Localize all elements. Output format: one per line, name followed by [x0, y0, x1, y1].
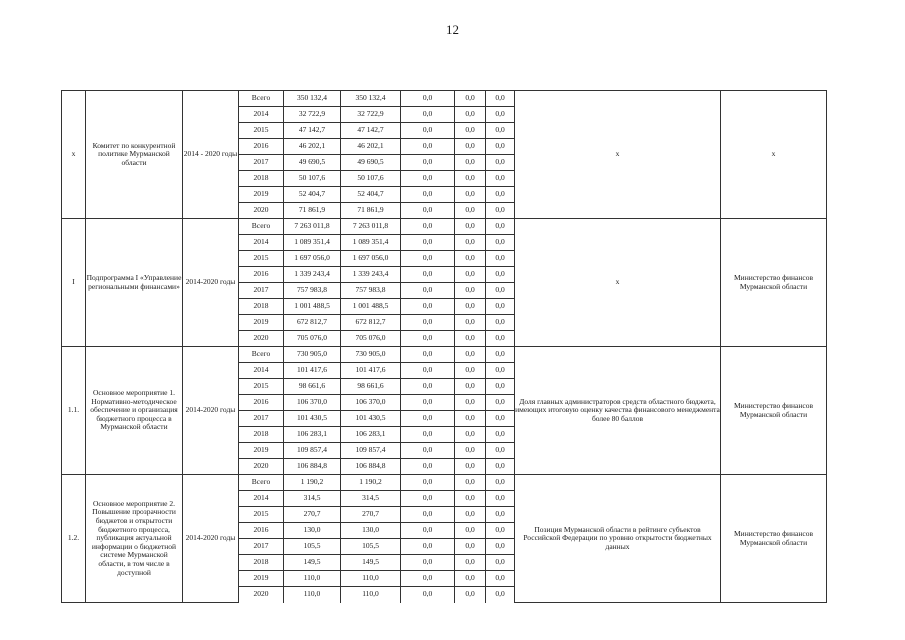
- total-value: 757 983,8: [284, 283, 341, 299]
- federal-budget-value: 0,0: [401, 571, 455, 587]
- row-number: I: [62, 219, 86, 347]
- regional-budget-value: 109 857,4: [341, 443, 401, 459]
- other-value: 0,0: [486, 219, 515, 235]
- year-cell: 2014: [239, 107, 284, 123]
- table-row: [62, 91, 827, 107]
- federal-budget-value: 0,0: [401, 459, 455, 475]
- total-value: 705 076,0: [284, 331, 341, 347]
- local-budget-value: 0,0: [455, 331, 486, 347]
- target-indicator: x: [515, 219, 721, 347]
- page-number: 12: [446, 22, 459, 37]
- local-budget-value: 0,0: [455, 139, 486, 155]
- target-indicator: Доля главных администраторов средств областного бюджета, имеющих итоговую оценку качества финансового менеджмента более 80 баллов: [515, 347, 721, 475]
- regional-budget-value: 106 370,0: [341, 395, 401, 411]
- year-cell: 2019: [239, 571, 284, 587]
- other-value: 0,0: [486, 491, 515, 507]
- total-value: 49 690,5: [284, 155, 341, 171]
- federal-budget-value: 0,0: [401, 155, 455, 171]
- federal-budget-value: 0,0: [401, 251, 455, 267]
- total-value: 52 404,7: [284, 187, 341, 203]
- regional-budget-value: 1 089 351,4: [341, 235, 401, 251]
- local-budget-value: 0,0: [455, 507, 486, 523]
- regional-budget-value: 672 812,7: [341, 315, 401, 331]
- local-budget-value: 0,0: [455, 427, 486, 443]
- regional-budget-value: 350 132,4: [341, 91, 401, 107]
- year-cell: 2017: [239, 411, 284, 427]
- other-value: 0,0: [486, 155, 515, 171]
- total-value: 106 884,8: [284, 459, 341, 475]
- federal-budget-value: 0,0: [401, 363, 455, 379]
- federal-budget-value: 0,0: [401, 443, 455, 459]
- regional-budget-value: 98 661,6: [341, 379, 401, 395]
- federal-budget-value: 0,0: [401, 427, 455, 443]
- federal-budget-value: 0,0: [401, 91, 455, 107]
- regional-budget-value: 52 404,7: [341, 187, 401, 203]
- regional-budget-value: 149,5: [341, 555, 401, 571]
- year-cell: 2014: [239, 363, 284, 379]
- program-name: Подпрограмма I «Управление региональными финансами»: [86, 219, 183, 347]
- federal-budget-value: 0,0: [401, 475, 455, 491]
- other-value: 0,0: [486, 555, 515, 571]
- regional-budget-value: 1 001 488,5: [341, 299, 401, 315]
- total-value: 46 202,1: [284, 139, 341, 155]
- year-cell: 2016: [239, 523, 284, 539]
- total-value: 672 812,7: [284, 315, 341, 331]
- total-value: 109 857,4: [284, 443, 341, 459]
- regional-budget-value: 101 430,5: [341, 411, 401, 427]
- year-cell: 2015: [239, 251, 284, 267]
- regional-budget-value: 50 107,6: [341, 171, 401, 187]
- implementation-period: 2014-2020 годы: [183, 347, 239, 475]
- program-name: Основное мероприятие 1. Нормативно-методическое обеспечение и организация бюджетного процесса в Мурманской области: [86, 347, 183, 475]
- total-value: 50 107,6: [284, 171, 341, 187]
- local-budget-value: 0,0: [455, 235, 486, 251]
- regional-budget-value: 314,5: [341, 491, 401, 507]
- responsible-executor: Министерство финансов Мурманской области: [721, 475, 827, 603]
- other-value: 0,0: [486, 395, 515, 411]
- federal-budget-value: 0,0: [401, 139, 455, 155]
- implementation-period: 2014 - 2020 годы: [183, 91, 239, 219]
- federal-budget-value: 0,0: [401, 555, 455, 571]
- federal-budget-value: 0,0: [401, 491, 455, 507]
- federal-budget-value: 0,0: [401, 235, 455, 251]
- regional-budget-value: 71 861,9: [341, 203, 401, 219]
- regional-budget-value: 106 884,8: [341, 459, 401, 475]
- table-body: [62, 91, 827, 603]
- total-value: 101 430,5: [284, 411, 341, 427]
- total-value: 47 142,7: [284, 123, 341, 139]
- total-value: 106 370,0: [284, 395, 341, 411]
- local-budget-value: 0,0: [455, 91, 486, 107]
- regional-budget-value: 32 722,9: [341, 107, 401, 123]
- implementation-period: 2014-2020 годы: [183, 219, 239, 347]
- responsible-executor: Министерство финансов Мурманской области: [721, 347, 827, 475]
- regional-budget-value: 705 076,0: [341, 331, 401, 347]
- year-cell: 2018: [239, 299, 284, 315]
- other-value: 0,0: [486, 475, 515, 491]
- total-value: 1 001 488,5: [284, 299, 341, 315]
- regional-budget-value: 105,5: [341, 539, 401, 555]
- regional-budget-value: 1 697 056,0: [341, 251, 401, 267]
- regional-budget-value: 101 417,6: [341, 363, 401, 379]
- target-indicator: Позиция Мурманской области в рейтинге субъектов Российской Федерации по уровню открытости бюджетных данных: [515, 475, 721, 603]
- total-value: 106 283,1: [284, 427, 341, 443]
- federal-budget-value: 0,0: [401, 171, 455, 187]
- year-cell: 2019: [239, 443, 284, 459]
- federal-budget-value: 0,0: [401, 411, 455, 427]
- program-name: Комитет по конкурентной политике Мурманской области: [86, 91, 183, 219]
- regional-budget-value: 49 690,5: [341, 155, 401, 171]
- row-number: x: [62, 91, 86, 219]
- federal-budget-value: 0,0: [401, 107, 455, 123]
- year-cell: 2014: [239, 235, 284, 251]
- local-budget-value: 0,0: [455, 171, 486, 187]
- other-value: 0,0: [486, 331, 515, 347]
- local-budget-value: 0,0: [455, 267, 486, 283]
- total-value: 1 339 243,4: [284, 267, 341, 283]
- total-value: 149,5: [284, 555, 341, 571]
- year-cell: 2020: [239, 331, 284, 347]
- year-cell: 2015: [239, 123, 284, 139]
- federal-budget-value: 0,0: [401, 187, 455, 203]
- total-value: 7 263 011,8: [284, 219, 341, 235]
- federal-budget-value: 0,0: [401, 587, 455, 603]
- other-value: 0,0: [486, 539, 515, 555]
- local-budget-value: 0,0: [455, 459, 486, 475]
- total-value: 101 417,6: [284, 363, 341, 379]
- local-budget-value: 0,0: [455, 475, 486, 491]
- other-value: 0,0: [486, 571, 515, 587]
- year-cell: 2019: [239, 315, 284, 331]
- federal-budget-value: 0,0: [401, 203, 455, 219]
- local-budget-value: 0,0: [455, 203, 486, 219]
- other-value: 0,0: [486, 587, 515, 603]
- other-value: 0,0: [486, 379, 515, 395]
- total-value: 110,0: [284, 571, 341, 587]
- total-value: 314,5: [284, 491, 341, 507]
- other-value: 0,0: [486, 427, 515, 443]
- total-value: 71 861,9: [284, 203, 341, 219]
- local-budget-value: 0,0: [455, 251, 486, 267]
- year-cell: 2018: [239, 171, 284, 187]
- year-cell: 2017: [239, 155, 284, 171]
- program-name: Основное мероприятие 2. Повышение прозрачности бюджетов и открытости бюджетного процесса, публикация актуальной информации о бюджетной системе Мурманской области, в том числе в доступной: [86, 475, 183, 603]
- other-value: 0,0: [486, 187, 515, 203]
- total-value: 105,5: [284, 539, 341, 555]
- year-cell: 2016: [239, 139, 284, 155]
- year-cell: 2020: [239, 587, 284, 603]
- local-budget-value: 0,0: [455, 523, 486, 539]
- total-value: 730 905,0: [284, 347, 341, 363]
- other-value: 0,0: [486, 139, 515, 155]
- budget-table: [61, 90, 827, 603]
- table-row: [62, 347, 827, 363]
- other-value: 0,0: [486, 235, 515, 251]
- local-budget-value: 0,0: [455, 283, 486, 299]
- year-cell: 2015: [239, 379, 284, 395]
- federal-budget-value: 0,0: [401, 123, 455, 139]
- year-cell: 2016: [239, 395, 284, 411]
- total-value: 1 190,2: [284, 475, 341, 491]
- regional-budget-value: 730 905,0: [341, 347, 401, 363]
- local-budget-value: 0,0: [455, 299, 486, 315]
- local-budget-value: 0,0: [455, 539, 486, 555]
- year-cell: 2018: [239, 427, 284, 443]
- other-value: 0,0: [486, 443, 515, 459]
- regional-budget-value: 7 263 011,8: [341, 219, 401, 235]
- regional-budget-value: 46 202,1: [341, 139, 401, 155]
- local-budget-value: 0,0: [455, 219, 486, 235]
- other-value: 0,0: [486, 347, 515, 363]
- local-budget-value: 0,0: [455, 379, 486, 395]
- other-value: 0,0: [486, 411, 515, 427]
- other-value: 0,0: [486, 523, 515, 539]
- local-budget-value: 0,0: [455, 395, 486, 411]
- year-cell: Всего: [239, 347, 284, 363]
- total-value: 32 722,9: [284, 107, 341, 123]
- federal-budget-value: 0,0: [401, 507, 455, 523]
- other-value: 0,0: [486, 363, 515, 379]
- total-value: 98 661,6: [284, 379, 341, 395]
- year-cell: 2015: [239, 507, 284, 523]
- year-cell: Всего: [239, 91, 284, 107]
- regional-budget-value: 270,7: [341, 507, 401, 523]
- year-cell: 2017: [239, 539, 284, 555]
- year-cell: 2017: [239, 283, 284, 299]
- other-value: 0,0: [486, 267, 515, 283]
- total-value: 1 697 056,0: [284, 251, 341, 267]
- local-budget-value: 0,0: [455, 443, 486, 459]
- year-cell: 2014: [239, 491, 284, 507]
- target-indicator: x: [515, 91, 721, 219]
- table-row: [62, 475, 827, 491]
- other-value: 0,0: [486, 315, 515, 331]
- total-value: 130,0: [284, 523, 341, 539]
- year-cell: 2020: [239, 459, 284, 475]
- total-value: 270,7: [284, 507, 341, 523]
- year-cell: Всего: [239, 475, 284, 491]
- year-cell: Всего: [239, 219, 284, 235]
- row-number: 1.2.: [62, 475, 86, 603]
- federal-budget-value: 0,0: [401, 331, 455, 347]
- other-value: 0,0: [486, 107, 515, 123]
- local-budget-value: 0,0: [455, 491, 486, 507]
- local-budget-value: 0,0: [455, 571, 486, 587]
- federal-budget-value: 0,0: [401, 523, 455, 539]
- federal-budget-value: 0,0: [401, 267, 455, 283]
- total-value: 350 132,4: [284, 91, 341, 107]
- federal-budget-value: 0,0: [401, 299, 455, 315]
- year-cell: 2019: [239, 187, 284, 203]
- other-value: 0,0: [486, 299, 515, 315]
- local-budget-value: 0,0: [455, 155, 486, 171]
- regional-budget-value: 130,0: [341, 523, 401, 539]
- other-value: 0,0: [486, 283, 515, 299]
- local-budget-value: 0,0: [455, 411, 486, 427]
- year-cell: 2018: [239, 555, 284, 571]
- regional-budget-value: 47 142,7: [341, 123, 401, 139]
- regional-budget-value: 106 283,1: [341, 427, 401, 443]
- local-budget-value: 0,0: [455, 347, 486, 363]
- local-budget-value: 0,0: [455, 363, 486, 379]
- local-budget-value: 0,0: [455, 555, 486, 571]
- other-value: 0,0: [486, 507, 515, 523]
- federal-budget-value: 0,0: [401, 219, 455, 235]
- other-value: 0,0: [486, 203, 515, 219]
- year-cell: 2020: [239, 203, 284, 219]
- total-value: 1 089 351,4: [284, 235, 341, 251]
- local-budget-value: 0,0: [455, 123, 486, 139]
- federal-budget-value: 0,0: [401, 347, 455, 363]
- local-budget-value: 0,0: [455, 187, 486, 203]
- table-row: [62, 219, 827, 235]
- other-value: 0,0: [486, 123, 515, 139]
- regional-budget-value: 1 339 243,4: [341, 267, 401, 283]
- regional-budget-value: 1 190,2: [341, 475, 401, 491]
- year-cell: 2016: [239, 267, 284, 283]
- local-budget-value: 0,0: [455, 587, 486, 603]
- responsible-executor: x: [721, 91, 827, 219]
- other-value: 0,0: [486, 91, 515, 107]
- regional-budget-value: 110,0: [341, 587, 401, 603]
- federal-budget-value: 0,0: [401, 379, 455, 395]
- local-budget-value: 0,0: [455, 315, 486, 331]
- federal-budget-value: 0,0: [401, 539, 455, 555]
- regional-budget-value: 757 983,8: [341, 283, 401, 299]
- responsible-executor: Министерство финансов Мурманской области: [721, 219, 827, 347]
- row-number: 1.1.: [62, 347, 86, 475]
- regional-budget-value: 110,0: [341, 571, 401, 587]
- other-value: 0,0: [486, 459, 515, 475]
- federal-budget-value: 0,0: [401, 283, 455, 299]
- federal-budget-value: 0,0: [401, 315, 455, 331]
- other-value: 0,0: [486, 171, 515, 187]
- other-value: 0,0: [486, 251, 515, 267]
- implementation-period: 2014-2020 годы: [183, 475, 239, 603]
- total-value: 110,0: [284, 587, 341, 603]
- local-budget-value: 0,0: [455, 107, 486, 123]
- federal-budget-value: 0,0: [401, 395, 455, 411]
